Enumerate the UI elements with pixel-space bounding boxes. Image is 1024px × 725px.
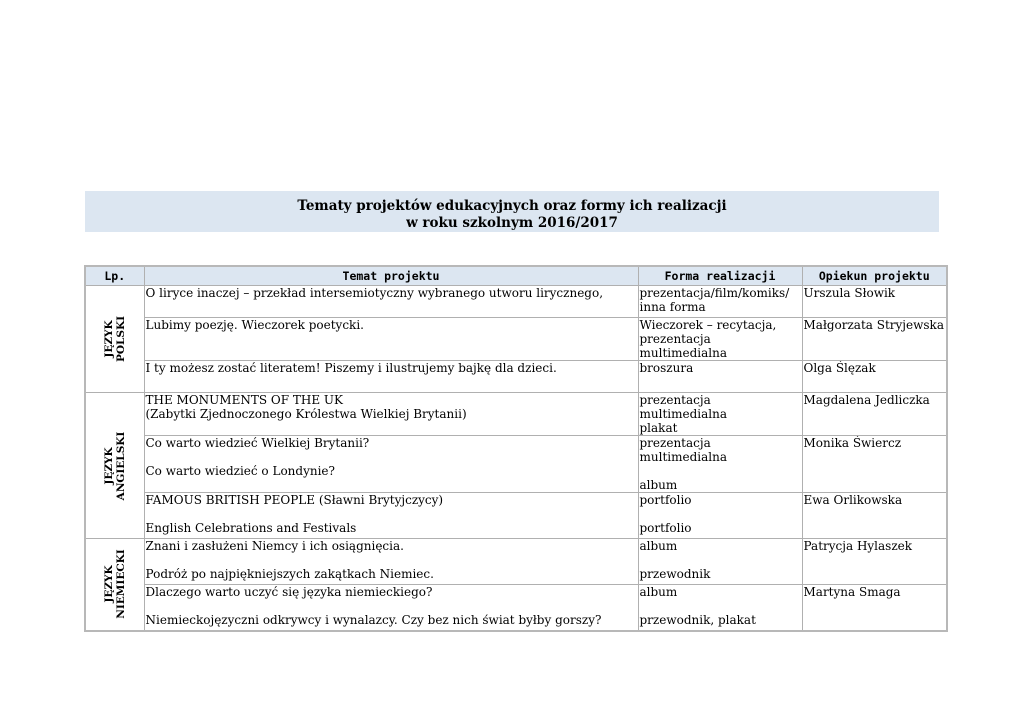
guardian-cell: Martyna Smaga [802, 585, 947, 631]
guardian-cell: Małgorzata Stryjewska [802, 318, 947, 361]
topic-cell [144, 318, 638, 361]
form-cell-line: broszura [639, 361, 694, 375]
topic-cell-line: Znani i zasłużeni Niemcy i ich osiągnięcia. [145, 539, 404, 553]
line-gap [146, 599, 637, 613]
subject-label [103, 431, 127, 500]
form-cell-line: prezentacja multimedialna [639, 332, 727, 360]
table-row [85, 286, 947, 318]
topic-cell-line: O liryce inaczej – przekład intersemiotyczny wybranego utworu lirycznego, [145, 286, 604, 300]
table-row [85, 585, 947, 631]
form-cell [638, 539, 802, 585]
subject-label-line: ANGIELSKI [114, 431, 127, 500]
form-cell-line: portfolio [639, 521, 692, 535]
table-row [85, 361, 947, 393]
form-cell-line: plakat [639, 421, 678, 435]
line-gap [640, 464, 801, 478]
form-cell-line: prezentacja multimedialna [639, 393, 727, 421]
form-cell-line: prezentacja/film/komiks/ [639, 286, 790, 300]
topic-cell-line: English Celebrations and Festivals [145, 521, 357, 535]
subject-cell [85, 539, 144, 631]
table-body [85, 286, 947, 631]
form-cell-line: przewodnik [639, 567, 711, 581]
topic-cell [144, 393, 638, 436]
title-line-1: Tematy projektów edukacyjnych oraz formy ich realizacji [297, 198, 727, 214]
line-gap [640, 599, 801, 613]
topic-cell-line: Lubimy poezję. Wieczorek poetycki. [145, 318, 364, 332]
guardian-cell: Olga Ślęzak [802, 361, 947, 393]
form-cell [638, 585, 802, 631]
topic-cell-line: I ty możesz zostać literatem! Piszemy i ilustrujemy bajkę dla dzieci. [145, 361, 557, 375]
subject-label-line: JĘZYK [102, 446, 115, 485]
subject-cell [85, 393, 144, 539]
subject-label [103, 550, 127, 619]
form-cell [638, 318, 802, 361]
form-cell [638, 361, 802, 393]
form-cell-line: Wieczorek – recytacja, [639, 318, 777, 332]
line-gap [146, 553, 637, 567]
form-cell [638, 286, 802, 318]
topic-cell-line: Co warto wiedzieć o Londynie? [145, 464, 335, 478]
topic-cell [144, 286, 638, 318]
guardian-cell: Monika Świercz [802, 436, 947, 493]
topic-cell-line: Dlaczego warto uczyć się języka niemieckiego? [145, 585, 433, 599]
form-cell-line: album [639, 478, 678, 492]
guardian-cell: Magdalena Jedliczka [802, 393, 947, 436]
guardian-cell: Ewa Orlikowska [802, 493, 947, 539]
line-gap [146, 450, 637, 464]
form-cell-line: przewodnik, plakat [639, 613, 756, 627]
subject-label-line: JĘZYK [102, 565, 115, 603]
table-row [85, 318, 947, 361]
line-gap [640, 553, 801, 567]
line-gap [146, 507, 637, 521]
topic-cell [144, 436, 638, 493]
table-row [85, 393, 947, 436]
header-lp: Lp. [85, 266, 144, 286]
topic-cell [144, 539, 638, 585]
form-cell-line: album [639, 539, 678, 553]
projects-table [84, 265, 948, 632]
topic-cell-line: Niemieckojęzyczni odkrywcy i wynalazcy. Czy bez nich świat byłby gorszy? [145, 613, 602, 627]
subject-label-line: NIEMIECKI [114, 549, 127, 619]
form-cell-line: inna forma [639, 300, 706, 314]
subject-label-line: POLSKI [114, 315, 127, 363]
table-row [85, 436, 947, 493]
topic-cell-line: Co warto wiedzieć Wielkiej Brytanii? [145, 436, 370, 450]
form-cell [638, 393, 802, 436]
topic-cell [144, 361, 638, 393]
topic-cell-line: (Zabytki Zjednoczonego Królestwa Wielkiej Brytanii) [145, 407, 467, 421]
topic-cell-line: THE MONUMENTS OF THE UK [145, 393, 343, 407]
title-line-2: w roku szkolnym 2016/2017 [406, 215, 618, 231]
form-cell-line: portfolio [639, 493, 692, 507]
form-cell-line: album [639, 585, 678, 599]
document-title [85, 191, 939, 232]
guardian-cell: Patrycja Hylaszek [802, 539, 947, 585]
header-row [85, 266, 947, 286]
subject-cell [85, 286, 144, 393]
guardian-cell: Urszula Słowik [802, 286, 947, 318]
form-cell [638, 436, 802, 493]
topic-cell-line: FAMOUS BRITISH PEOPLE (Sławni Brytyjczycy) [145, 493, 444, 507]
form-cell-line: prezentacja multimedialna [639, 436, 727, 464]
topic-cell-line: Podróż po najpiękniejszych zakątkach Niemiec. [145, 567, 434, 581]
line-gap [640, 507, 801, 521]
table-row [85, 493, 947, 539]
subject-label [103, 316, 127, 362]
header-form: Forma realizacji [638, 266, 802, 286]
header-guardian: Opiekun projektu [802, 266, 947, 286]
topic-cell [144, 585, 638, 631]
subject-label-line: JĘZYK [102, 320, 115, 358]
form-cell [638, 493, 802, 539]
topic-cell [144, 493, 638, 539]
header-topic: Temat projektu [144, 266, 638, 286]
table-row [85, 539, 947, 585]
